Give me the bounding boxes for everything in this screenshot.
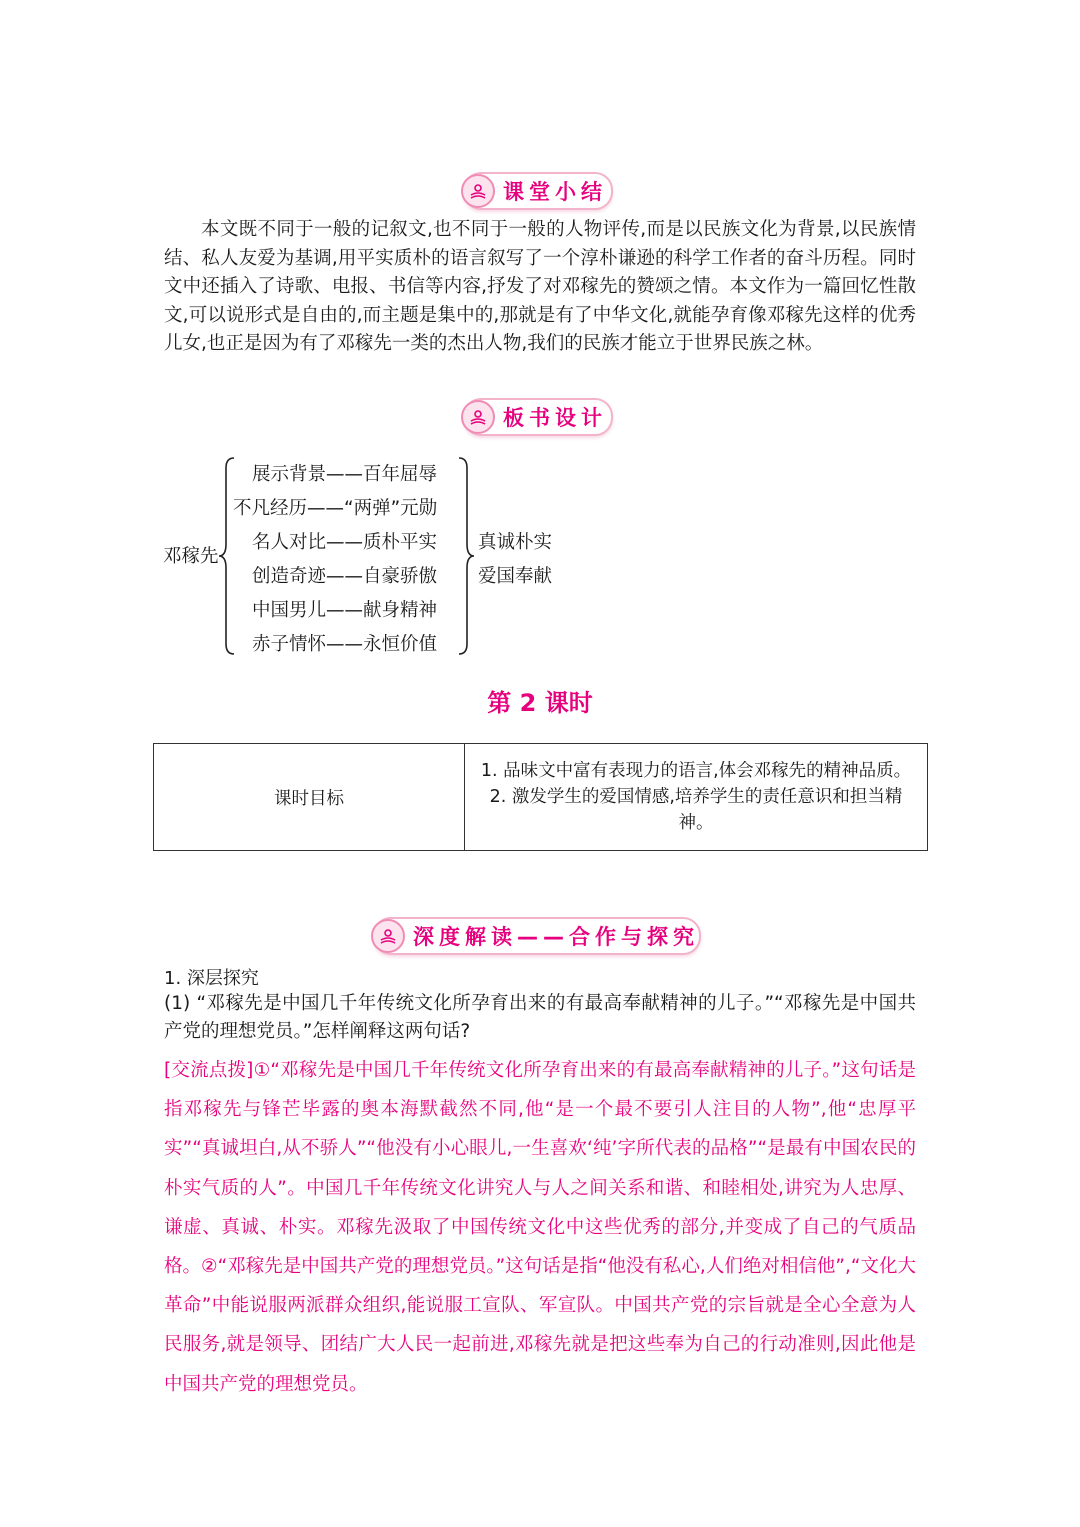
- goals-table: [153, 743, 928, 851]
- goals-label: 课时目标: [154, 744, 465, 851]
- board-item: 名人对比——质朴平实: [252, 532, 438, 553]
- deep-heading-badge: [373, 917, 701, 955]
- summary-heading-badge: [463, 172, 613, 210]
- goal-item: 1. 品味文中富有表现力的语言,体会邓稼先的精神品质。: [480, 761, 912, 781]
- board-item: 中国男儿——献身精神: [252, 600, 438, 621]
- board-heading: 板书设计: [503, 406, 607, 430]
- right-brace: [457, 456, 475, 656]
- board-item: 创造奇迹——自豪骄傲: [252, 566, 438, 587]
- deep-heading: 深度解读——合作与探究: [413, 925, 699, 949]
- board-conclusion: 真诚朴实: [478, 532, 553, 553]
- board-item: 赤子情怀——永恒价值: [252, 634, 438, 655]
- section-label: 1. 深层探究: [164, 968, 259, 989]
- board-heading-badge: [463, 398, 613, 436]
- goal-item: 2. 激发学生的爱国情感,培养学生的责任意识和担当精神。: [489, 787, 903, 833]
- goals-cell: [465, 744, 928, 851]
- answer-paragraph: [交流点拨]①“邓稼先是中国几千年传统文化所孕育出来的有最高奉献精神的儿子。”这句话是指邓稼先与锋芒毕露的奥本海默截然不同,他“是一个最不要引人注目的人物”,他“忠厚平实”“真诚坦白,从不骄人”“他没有小心眼儿,一生喜欢‘纯’字所代表的品格”“是最有中国农民的朴实气质的人”。中国几千年传统文化讲究人与人之间关系和谐、和睦相处,讲究为人忠厚、谦虚、真诚、朴实。邓稼先汲取了中国传统文化中这些优秀的部分,并变成了自己的气质品格。②“邓稼先是中国共产党的理想党员。”这句话是指“他没有私心,人们绝对相信他”,“文化大革命”中能说服两派群众组织,能说服工宣队、军宣队。中国共产党的宗旨就是全心全意为人民服务,就是领导、团结广大人民一起前进,邓稼先就是把这些奉为自己的行动准则,因此他是中国共产党的理想党员。: [164, 1060, 916, 1395]
- left-brace: [218, 456, 236, 656]
- lesson-icon: [371, 919, 405, 953]
- question-paragraph: (1) “邓稼先是中国几千年传统文化所孕育出来的有最高奉献精神的儿子。”“邓稼先是中国共产党的理想党员。”怎样阐释这两句话?: [164, 993, 916, 1042]
- board-item: 不凡经历——“两弹”元勋: [233, 498, 438, 519]
- summary-heading: 课堂小结: [503, 180, 607, 204]
- board-root: 邓稼先: [163, 546, 219, 567]
- summary-paragraph: 本文既不同于一般的记叙文,也不同于一般的人物评传,而是以民族文化为背景,以民族情结、私人友爱为基调,用平实质朴的语言叙写了一个淳朴谦逊的科学工作者的奋斗历程。同时文中还插入了诗歌、电报、书信等内容,抒发了对邓稼先的赞颂之情。本文作为一篇回忆性散文,可以说形式是自由的,而主题是集中的,那就是有了中华文化,就能孕育像邓稼先这样的优秀儿女,也正是因为有了邓稼先一类的杰出人物,我们的民族才能立于世界民族之林。: [164, 219, 916, 354]
- lesson-title: 第 2 课时: [487, 689, 593, 717]
- board-conclusion: 爱国奉献: [478, 566, 553, 587]
- lesson-icon: [461, 174, 495, 208]
- board-item: 展示背景——百年屈辱: [252, 464, 438, 485]
- lesson-icon: [461, 400, 495, 434]
